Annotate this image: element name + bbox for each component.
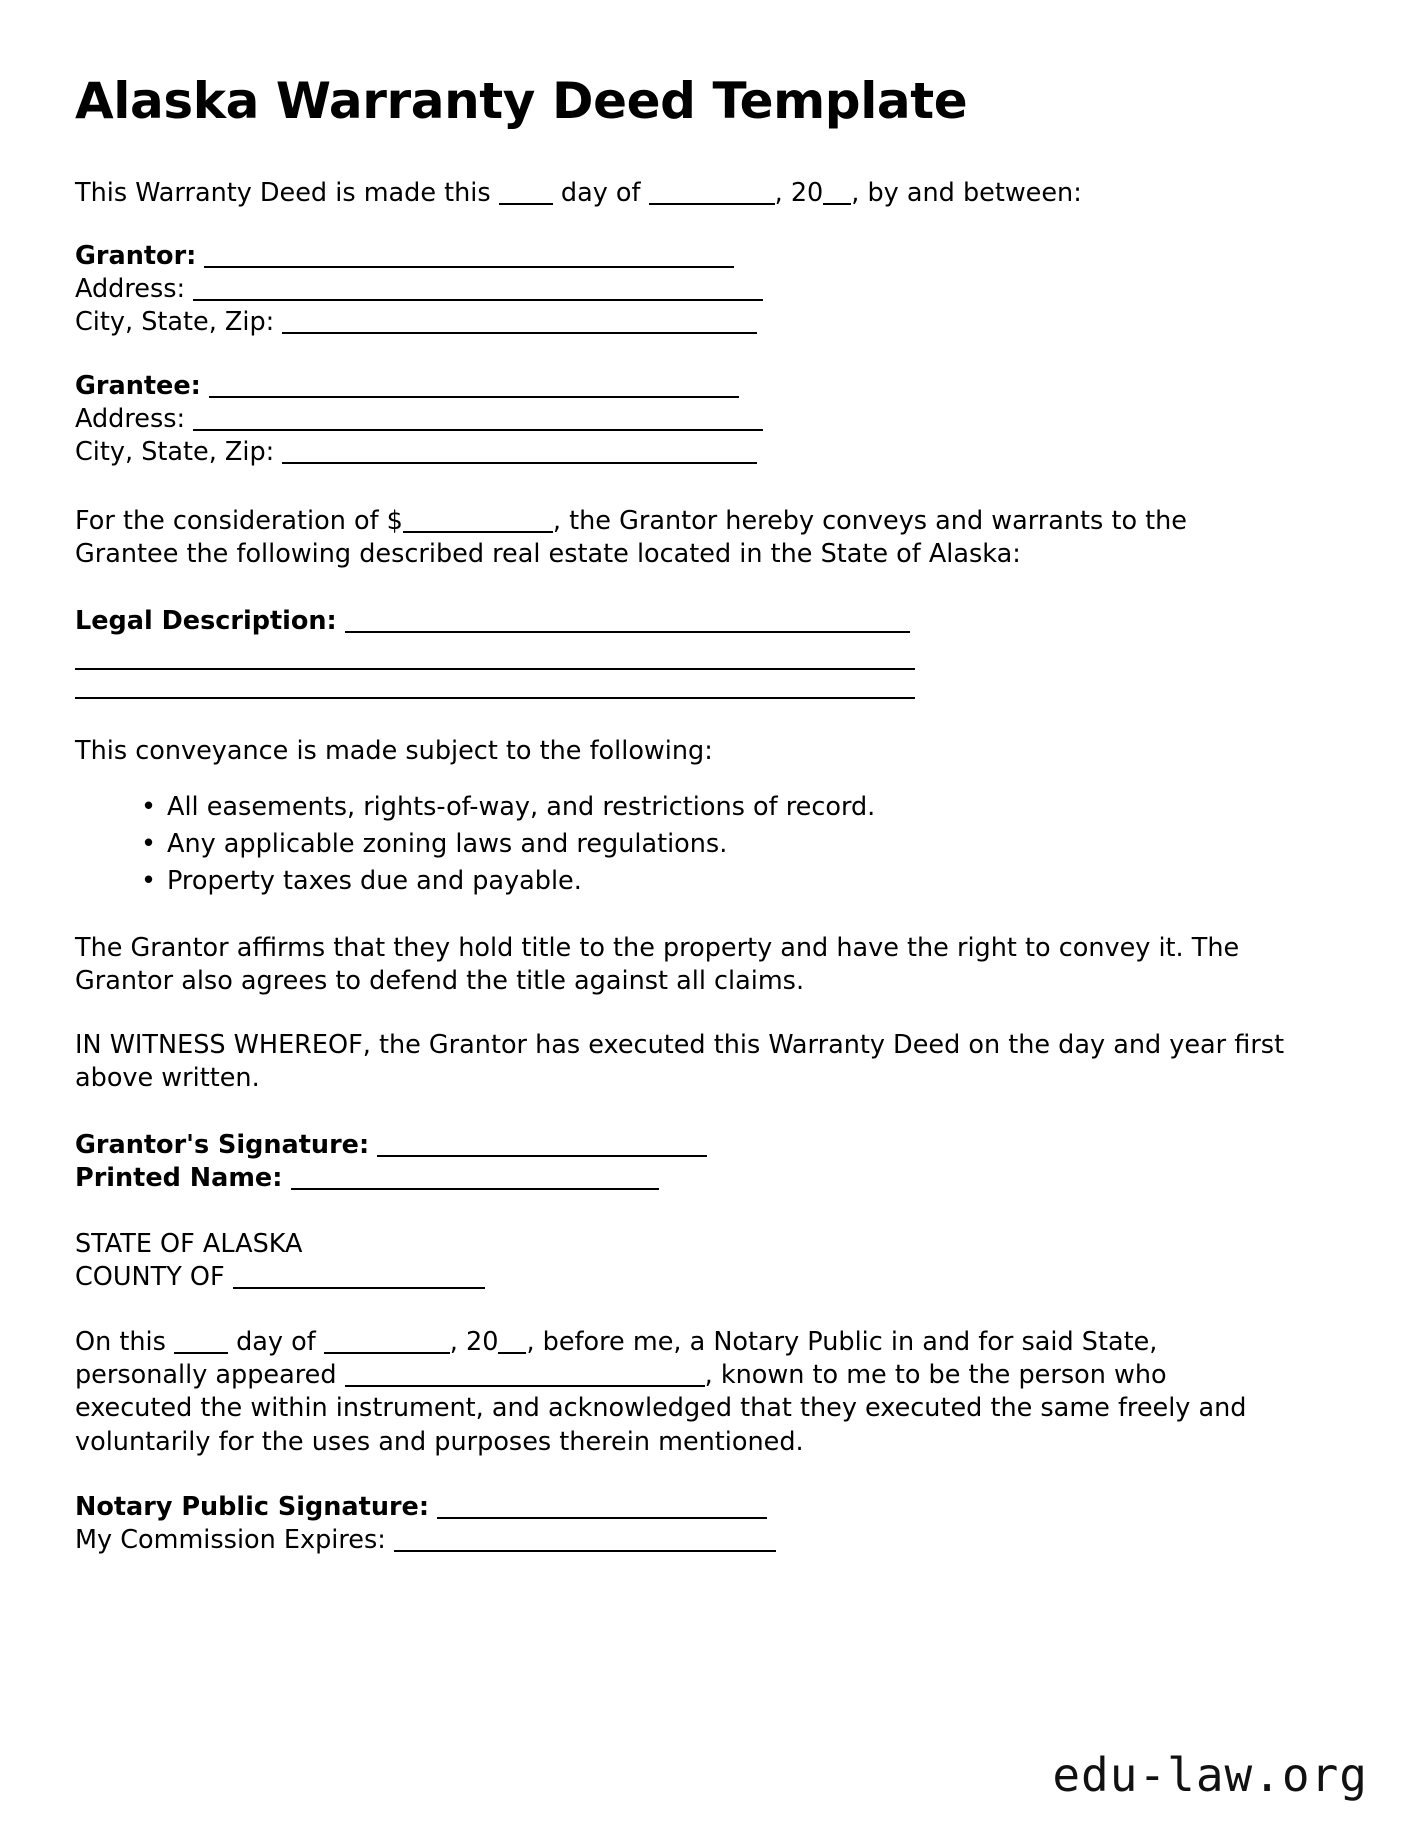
consideration-text-1: For the consideration of $ bbox=[75, 505, 403, 536]
conveyance-intro bbox=[75, 735, 1340, 768]
state-label: STATE OF ALASKA bbox=[75, 1228, 303, 1259]
county-row bbox=[75, 1261, 1340, 1294]
notary-text-2: day of bbox=[236, 1327, 316, 1358]
notary-text-1: On this bbox=[75, 1327, 166, 1358]
notary-paragraph bbox=[75, 1326, 1340, 1459]
grantor-city-label: City, State, Zip: bbox=[75, 307, 275, 338]
notary-signature-row bbox=[75, 1491, 1340, 1524]
affirmation-text: The Grantor affirms that they hold title to the property and have the right to convey it. The Grantor also agrees to defend the title against all claims. bbox=[75, 932, 1240, 997]
grantee-block bbox=[75, 370, 1340, 469]
list-item bbox=[141, 865, 1340, 898]
county-blank[interactable] bbox=[233, 1287, 485, 1289]
witness-text: IN WITNESS WHEREOF, the Grantor has executed this Warranty Deed on the day and year first above written. bbox=[75, 1030, 1285, 1094]
printed-name-blank[interactable] bbox=[291, 1188, 659, 1190]
grantee-address-blank[interactable] bbox=[193, 429, 763, 431]
notary-text-3: , 20 bbox=[449, 1327, 499, 1358]
consideration-amount-blank[interactable] bbox=[403, 531, 553, 533]
commission-expires-label: My Commission Expires: bbox=[75, 1524, 386, 1555]
conveyance-intro-text: This conveyance is made subject to the following: bbox=[75, 736, 713, 767]
intro-text-1: This Warranty Deed is made this bbox=[75, 178, 491, 208]
bullet-icon: • bbox=[141, 791, 157, 822]
commission-expires-row bbox=[75, 1524, 1340, 1557]
document-body bbox=[75, 72, 1340, 1557]
bullet-icon: • bbox=[141, 828, 157, 859]
intro-text-3: , 20 bbox=[774, 178, 824, 208]
printed-name-row bbox=[75, 1162, 1340, 1195]
commission-expires-blank[interactable] bbox=[394, 1550, 776, 1552]
consideration-text-2: , the Grantor hereby conveys and warrants to the Grantee the following described real estate located in the State of Alaska: bbox=[75, 505, 1187, 570]
grantor-signature-row bbox=[75, 1129, 1340, 1162]
bullet-icon: • bbox=[141, 865, 157, 896]
condition-text: Property taxes due and payable. bbox=[167, 865, 582, 896]
grantee-name-label: Grantee: bbox=[75, 370, 201, 401]
notary-year-blank[interactable] bbox=[498, 1352, 526, 1354]
notary-month-blank[interactable] bbox=[324, 1352, 450, 1354]
grantee-address-label: Address: bbox=[75, 403, 186, 434]
legal-description-blank[interactable] bbox=[345, 631, 910, 633]
intro-text-2: day of bbox=[560, 178, 641, 208]
conditions-list bbox=[75, 791, 1340, 898]
grantee-name-blank[interactable] bbox=[209, 396, 739, 398]
county-label: COUNTY OF bbox=[75, 1261, 225, 1292]
grantor-signature-blank[interactable] bbox=[377, 1155, 707, 1157]
legal-description-blank-line-2[interactable] bbox=[75, 668, 915, 670]
legal-description-label: Legal Description: bbox=[75, 606, 337, 637]
notary-day-blank[interactable] bbox=[174, 1352, 228, 1354]
grantee-city-blank[interactable] bbox=[282, 462, 757, 464]
notary-person-blank[interactable] bbox=[345, 1385, 705, 1387]
grantor-address-row bbox=[75, 273, 1340, 306]
grantor-signature-block bbox=[75, 1129, 1340, 1195]
grantee-address-row bbox=[75, 403, 1340, 436]
consideration-paragraph bbox=[75, 505, 1340, 571]
intro-paragraph bbox=[75, 177, 1340, 210]
legal-description-row bbox=[75, 605, 1340, 638]
witness-paragraph bbox=[75, 1029, 1340, 1095]
notary-signature-block bbox=[75, 1491, 1340, 1557]
intro-day-blank[interactable] bbox=[499, 203, 553, 205]
grantor-city-row bbox=[75, 306, 1340, 339]
intro-year-blank[interactable] bbox=[823, 203, 851, 205]
notary-text-4: , before me, a Notary Public in and for said State, personally appeared bbox=[75, 1327, 1158, 1391]
grantor-address-blank[interactable] bbox=[193, 299, 763, 301]
notary-signature-blank[interactable] bbox=[437, 1517, 767, 1519]
notary-text-5: , known to me to be the person who executed the within instrument, and acknowledged that they executed the same freely and voluntarily for the uses and purposes therein mentioned. bbox=[75, 1360, 1247, 1457]
grantor-name-row bbox=[75, 240, 1340, 273]
grantor-block bbox=[75, 240, 1340, 339]
site-watermark: edu-law.org bbox=[1052, 1748, 1368, 1802]
legal-description-blank-line-3[interactable] bbox=[75, 697, 915, 699]
notary-signature-label: Notary Public Signature: bbox=[75, 1491, 430, 1522]
intro-text-4: , by and between: bbox=[851, 178, 1082, 208]
grantor-city-blank[interactable] bbox=[282, 332, 757, 334]
state-row bbox=[75, 1228, 1340, 1261]
list-item bbox=[141, 828, 1340, 861]
notary-jurisdiction-block bbox=[75, 1228, 1340, 1294]
affirmation-paragraph bbox=[75, 932, 1340, 998]
list-item bbox=[141, 791, 1340, 824]
intro-month-blank[interactable] bbox=[649, 203, 775, 205]
printed-name-label: Printed Name: bbox=[75, 1162, 283, 1193]
condition-text: Any applicable zoning laws and regulations. bbox=[167, 828, 728, 859]
condition-text: All easements, rights-of-way, and restrictions of record. bbox=[167, 791, 876, 822]
grantee-name-row bbox=[75, 370, 1340, 403]
grantor-signature-label: Grantor's Signature: bbox=[75, 1129, 370, 1160]
grantor-name-blank[interactable] bbox=[204, 266, 734, 268]
page-title: Alaska Warranty Deed Template bbox=[75, 72, 968, 130]
grantee-city-label: City, State, Zip: bbox=[75, 436, 275, 467]
grantor-name-label: Grantor: bbox=[75, 241, 197, 272]
grantor-address-label: Address: bbox=[75, 274, 186, 305]
grantee-city-row bbox=[75, 436, 1340, 469]
legal-description-block bbox=[75, 605, 1340, 699]
